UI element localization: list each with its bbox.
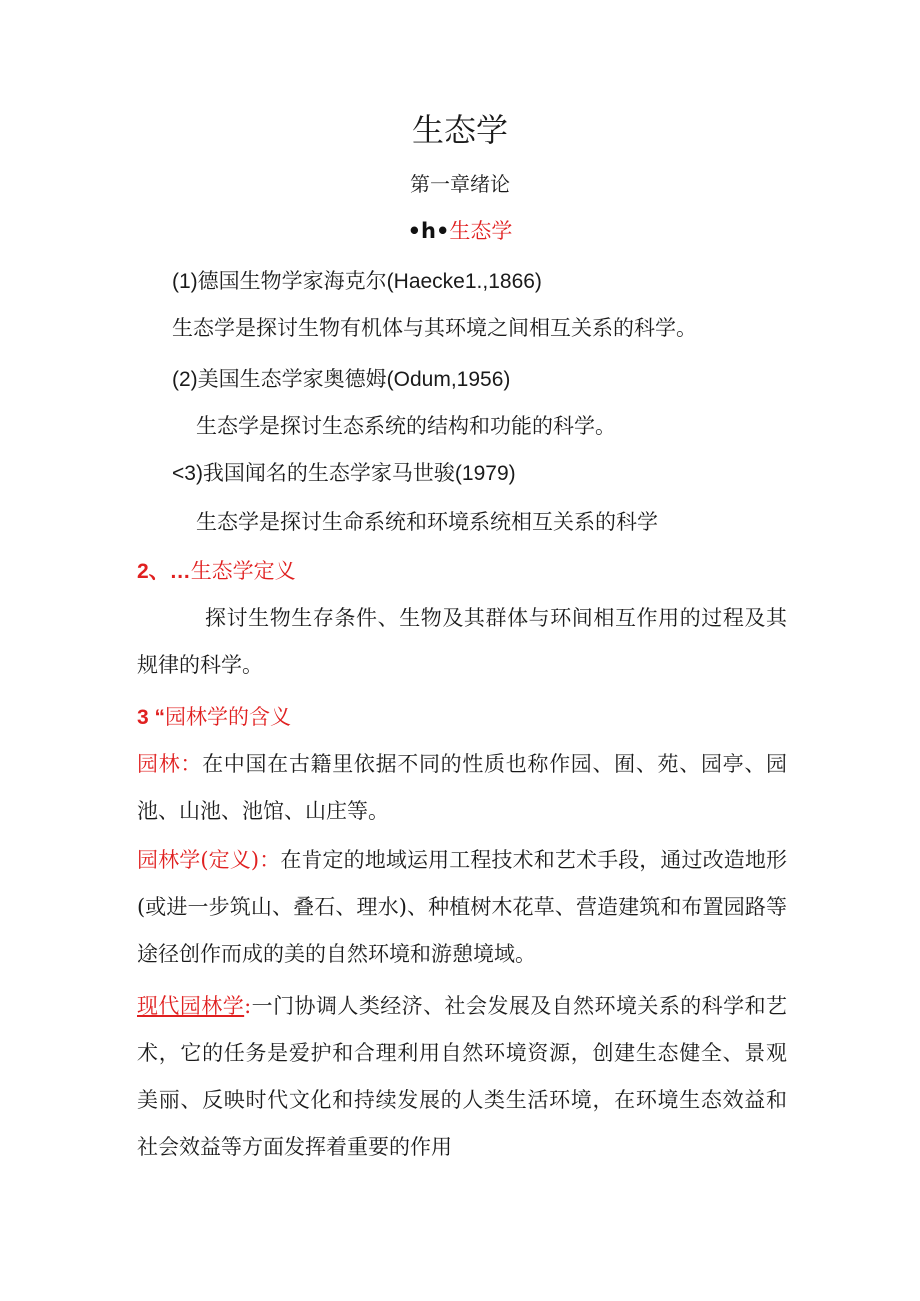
garden-science-term: 园林学(定义)： (137, 848, 281, 872)
section-2-body: 探讨生物生存条件、生物及其群体与环间相互作用的过程及其规律的科学。 (137, 606, 787, 677)
definition-1-source: (1)德国生物学家海克尔(Haecke1.,1866) (172, 270, 542, 293)
modern-garden-colon: : (244, 994, 252, 1018)
definition-3-source: <3)我国闻名的生态学家马世骏(1979) (172, 462, 516, 485)
modern-garden-text: 一门协调人类经济、社会发展及自然环境关系的科学和艺术，它的任务是爱护和合理利用自然环境资源，创建生态健全、景观美丽、反映时代文化和持续发展的人类生活环境，在环境生态效益和社会效益等方面发挥着重要的作用 (137, 994, 788, 1159)
section-2-label: 生态学定义 (190, 559, 296, 583)
section-2-number: 2、… (137, 560, 191, 583)
section-1-label: 生态学 (449, 219, 513, 243)
garden-text: 在中国在古籍里依据不同的性质也称作园、囿、苑、园亭、园池、山池、池馆、山庄等。 (137, 752, 788, 823)
section-1-heading (0, 215, 920, 247)
section-3-heading (137, 701, 291, 734)
section-2-heading (137, 555, 296, 588)
definition-2-source: (2)美国生态学家奥德姆(Odum,1956) (172, 368, 511, 391)
document-title: 生态学 (411, 111, 508, 149)
definition-1-text: 生态学是探讨生物有机体与其环境之间相互关系的科学。 (172, 316, 697, 340)
garden-science-paragraph (137, 837, 787, 978)
garden-paragraph (137, 741, 787, 835)
modern-garden-paragraph (137, 983, 787, 1171)
garden-science-text: 在肯定的地域运用工程技术和艺术手段，通过改造地形(或进一步筑山、叠石、理水)、种植树木花草、营造建筑和布置园路等途径创作而成的美的自然环境和游憩境域。 (137, 848, 788, 966)
definition-2-text: 生态学是探讨生态系统的结构和功能的科学。 (196, 414, 616, 438)
modern-garden-term[interactable]: 现代园林学 (137, 994, 245, 1018)
definition-3-text: 生态学是探讨生命系统和环境系统相互关系的科学 (196, 510, 658, 534)
section-3-label: 园林学的含义 (165, 705, 292, 729)
section-1-prefix: •h• (407, 219, 450, 243)
section-3-number: 3 “ (137, 706, 166, 729)
garden-term: 园林： (137, 752, 203, 776)
chapter-title: 第一章绪论 (410, 172, 510, 196)
